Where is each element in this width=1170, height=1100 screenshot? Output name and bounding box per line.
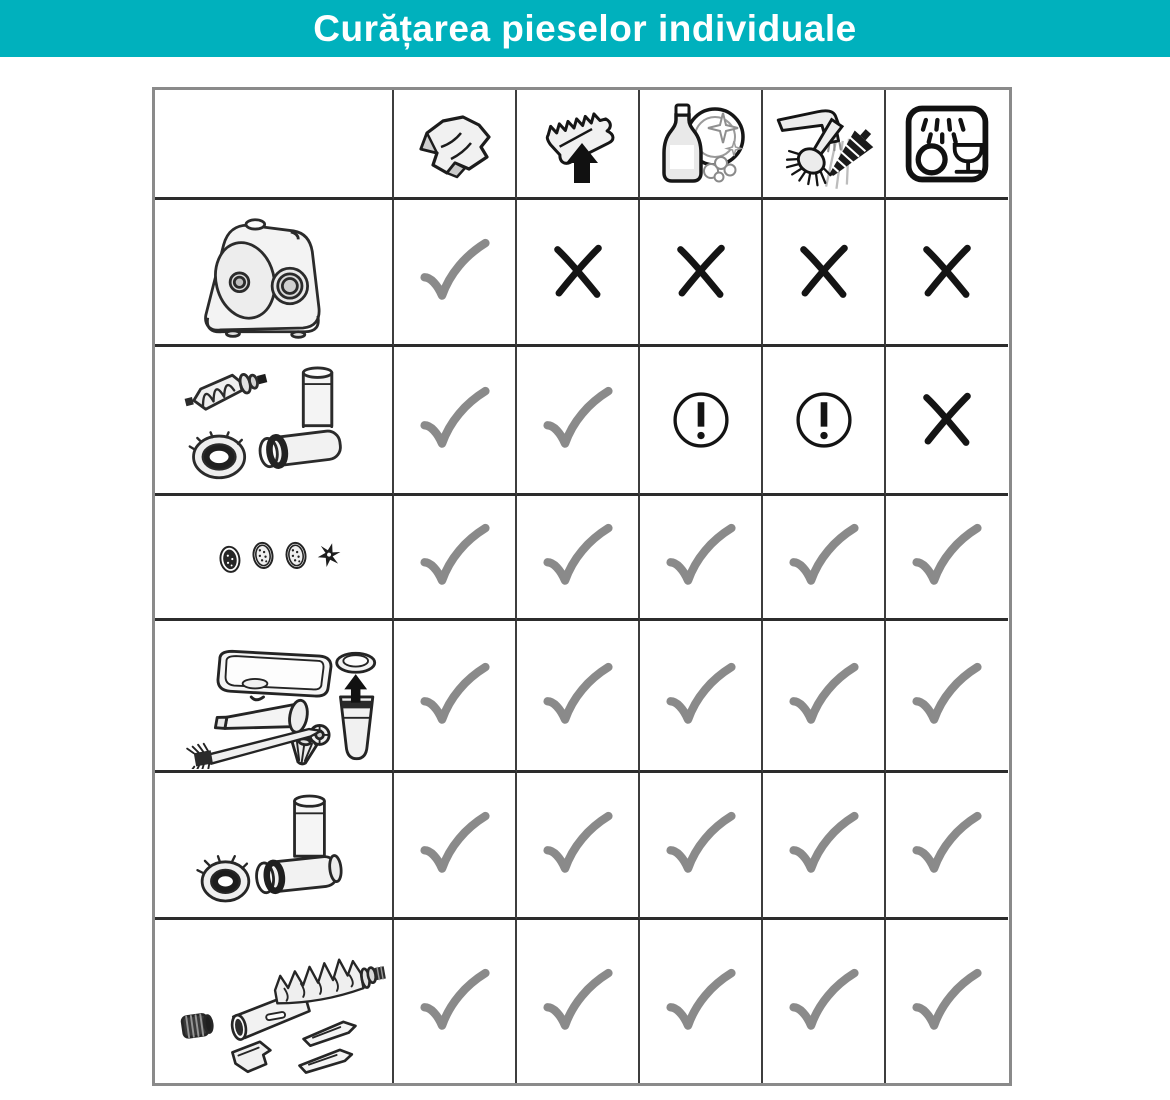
header-empty-cell (155, 90, 394, 200)
mark-cell (517, 496, 640, 621)
mark-cell (517, 920, 640, 1083)
check-mark-icon (540, 658, 616, 734)
header-cell-detergent (640, 90, 763, 200)
mark-cell (394, 347, 517, 496)
check-mark-icon (417, 658, 493, 734)
mark-cell (763, 773, 886, 920)
grinder-housing-with-ring-nut-image (160, 775, 388, 915)
mark-cell (886, 200, 1008, 347)
title-banner (0, 0, 1170, 57)
warning-exclamation-icon (664, 383, 738, 457)
check-mark-icon (909, 658, 985, 734)
check-mark-icon (663, 519, 739, 595)
header-cell-brush-tap (763, 90, 886, 200)
mark-cell (886, 920, 1008, 1083)
mark-cell (886, 347, 1008, 496)
mark-cell (517, 200, 640, 347)
cleaning-instructions-table (152, 87, 1012, 1086)
header-cell-dishwasher (886, 90, 1008, 200)
mark-cell (640, 347, 763, 496)
mark-cell (640, 200, 763, 347)
check-mark-icon (417, 964, 493, 1040)
check-mark-icon (540, 382, 616, 458)
mark-cell (640, 773, 763, 920)
cross-mark-icon (790, 238, 858, 306)
mark-cell (763, 200, 886, 347)
mark-cell (763, 496, 886, 621)
warning-exclamation-icon (787, 383, 861, 457)
part-cell-accessories (155, 920, 394, 1083)
mark-cell (640, 920, 763, 1083)
dishwasher-safe-icon (899, 100, 995, 188)
check-mark-icon (909, 519, 985, 595)
mark-cell (517, 773, 640, 920)
accessory-screw-and-shaper-parts-image (160, 926, 388, 1078)
mark-cell (886, 621, 1008, 773)
check-mark-icon (786, 658, 862, 734)
check-mark-icon (663, 807, 739, 883)
check-mark-icon (540, 519, 616, 595)
page-title: Curățarea pieselor individuale (313, 7, 857, 49)
check-mark-icon (417, 382, 493, 458)
cross-mark-icon (544, 238, 612, 306)
mark-cell (394, 773, 517, 920)
check-mark-icon (540, 807, 616, 883)
brush-under-tap-icon (772, 97, 876, 191)
cross-mark-icon (667, 238, 735, 306)
mark-cell (517, 621, 640, 773)
part-cell-grinding-discs (155, 496, 394, 621)
check-mark-icon (540, 964, 616, 1040)
motor-unit-image (160, 202, 388, 342)
mark-cell (394, 200, 517, 347)
mark-cell (886, 496, 1008, 621)
mark-cell (394, 920, 517, 1083)
grinding-discs-and-cross-blade-image (160, 498, 388, 616)
grinder-attachment-assembly-image (160, 349, 388, 491)
check-mark-icon (417, 807, 493, 883)
mark-cell (763, 347, 886, 496)
check-mark-icon (417, 234, 493, 310)
cross-mark-icon (913, 238, 981, 306)
mark-cell (517, 347, 640, 496)
header-cell-dry-cloth (517, 90, 640, 200)
part-cell-motor-unit (155, 200, 394, 347)
part-cell-grinder-attachment (155, 347, 394, 496)
damp-cloth-icon (405, 98, 505, 190)
mark-cell (886, 773, 1008, 920)
check-mark-icon (786, 519, 862, 595)
check-mark-icon (909, 964, 985, 1040)
check-mark-icon (909, 807, 985, 883)
mark-cell (763, 621, 886, 773)
mark-cell (640, 621, 763, 773)
check-mark-icon (663, 964, 739, 1040)
header-cell-damp-cloth (394, 90, 517, 200)
tray-pusher-horn-cone-brush-image (160, 623, 388, 769)
check-mark-icon (786, 964, 862, 1040)
check-mark-icon (417, 519, 493, 595)
detergent-dish-soap-icon (651, 98, 751, 190)
part-cell-housing (155, 773, 394, 920)
mark-cell (394, 496, 517, 621)
check-mark-icon (786, 807, 862, 883)
part-cell-tray-set (155, 621, 394, 773)
cross-mark-icon (913, 386, 981, 454)
check-mark-icon (663, 658, 739, 734)
dry-cloth-arrow-icon (528, 98, 628, 190)
mark-cell (763, 920, 886, 1083)
mark-cell (394, 621, 517, 773)
mark-cell (640, 496, 763, 621)
